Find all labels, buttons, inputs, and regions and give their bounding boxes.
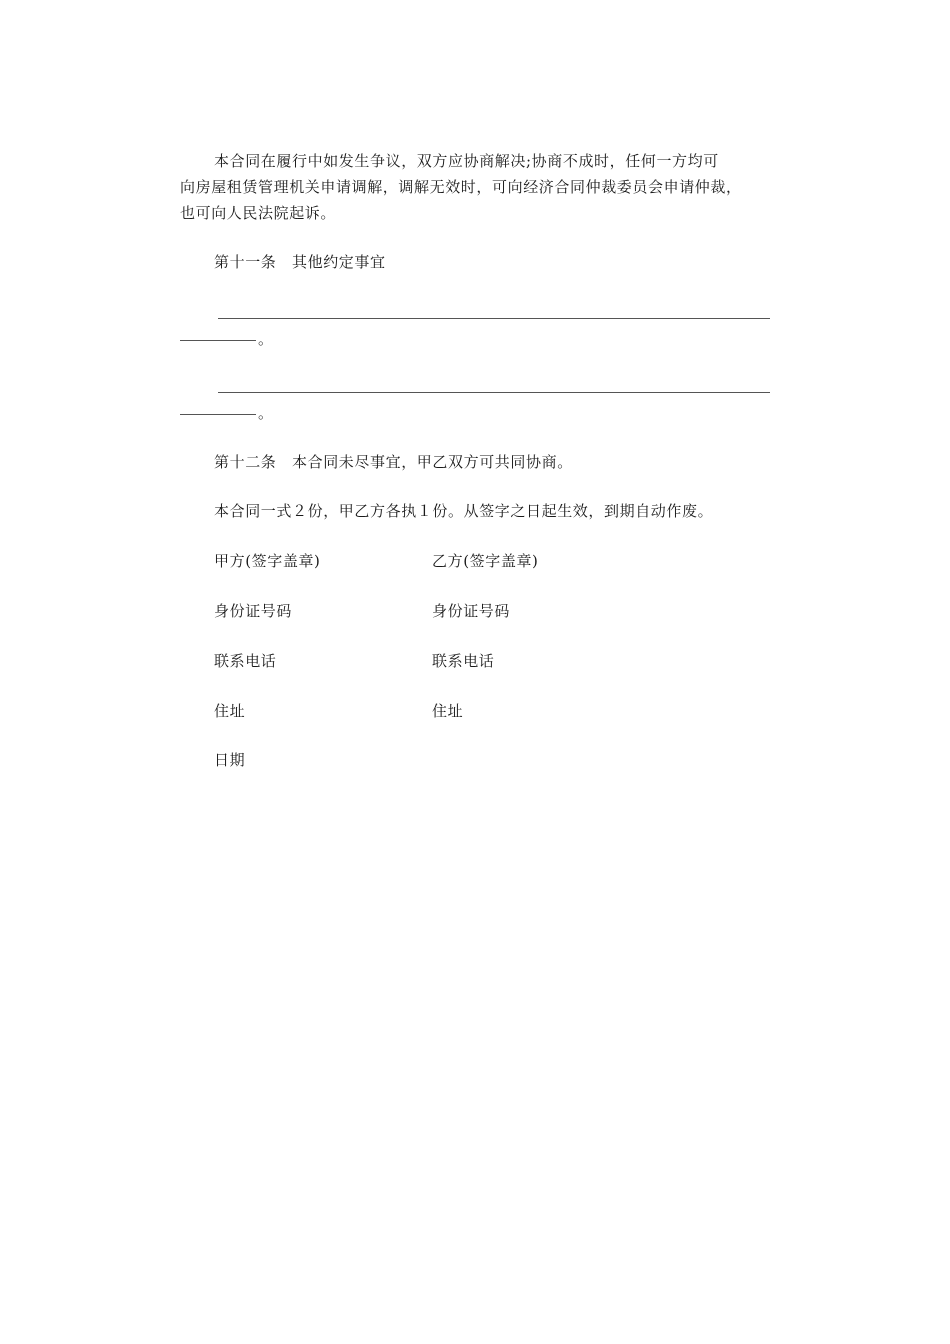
article-11-title: 第十一条 其他约定事宜 <box>214 253 386 271</box>
blank-line-1-period: 。 <box>258 330 274 348</box>
date-label: 日期 <box>214 751 246 769</box>
blank-line-2-short-rule <box>180 414 256 415</box>
article-12-text: 第十二条 本合同未尽事宜，甲乙双方可共同协商。 <box>214 453 573 471</box>
dispute-line-2: 向房屋租赁管理机关申请调解，调解无效时，可向经济合同仲裁委员会申请仲裁， <box>180 178 742 196</box>
dispute-line-3: 也可向人民法院起诉。 <box>180 204 337 222</box>
party-a-phone-label: 联系电话 <box>214 652 277 670</box>
party-b-phone-label: 联系电话 <box>432 652 495 670</box>
party-a-id-label: 身份证号码 <box>214 602 293 620</box>
blank-line-2-period: 。 <box>258 404 274 422</box>
dispute-line-1: 本合同在履行中如发生争议，双方应协商解决;协商不成时，任何一方均可 <box>214 152 719 170</box>
blank-line-1-rule <box>218 318 770 319</box>
blank-line-1-end <box>180 326 273 352</box>
party-a-signature-label: 甲方(签字盖章) <box>214 552 321 570</box>
party-b-signature-label: 乙方(签字盖章) <box>432 552 539 570</box>
party-b-id-label: 身份证号码 <box>432 602 511 620</box>
party-b-address-label: 住址 <box>432 702 464 720</box>
blank-line-2-end <box>180 400 273 426</box>
copies-text: 本合同一式２份，甲乙方各执１份。从签字之日起生效，到期自动作废。 <box>214 502 714 520</box>
party-a-address-label: 住址 <box>214 702 246 720</box>
blank-line-1-short-rule <box>180 340 256 341</box>
blank-line-2-rule <box>218 392 770 393</box>
